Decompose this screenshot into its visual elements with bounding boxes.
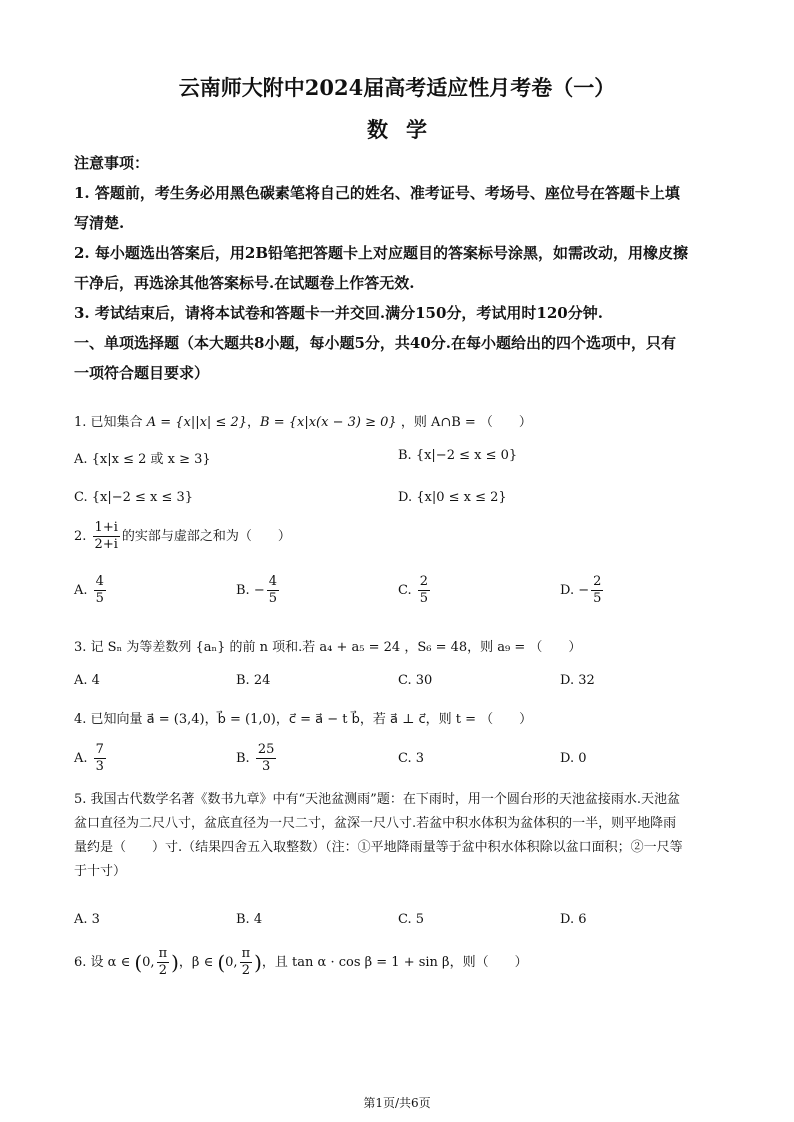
frac-num: 25 bbox=[257, 742, 275, 757]
q2-frac-den: 2+i bbox=[94, 537, 118, 552]
q3-option-c: C. 30 bbox=[398, 673, 433, 688]
question-2-stem bbox=[74, 520, 291, 553]
right-paren-icon: ) bbox=[254, 950, 262, 975]
left-paren-icon: ( bbox=[134, 950, 143, 975]
interval-start: 0, bbox=[225, 955, 238, 970]
q2-option-a bbox=[74, 574, 108, 607]
question-3-stem: 3. 记 Sₙ 为等差数列 {aₙ} 的前 n 项和.若 a₄ + a₅ = 24 ，S₆ = 48，则 a₉ = （ ） bbox=[74, 640, 582, 655]
option-label: A. bbox=[74, 751, 88, 766]
q1-option-d: D. {x|0 ≤ x ≤ 2} bbox=[398, 490, 507, 505]
q2-option-c bbox=[398, 574, 432, 607]
q5-option-d: D. 6 bbox=[560, 912, 587, 927]
option-label: C. bbox=[398, 583, 412, 598]
option-label: B. bbox=[236, 751, 250, 766]
q3-option-b: B. 24 bbox=[236, 673, 271, 688]
question-4-stem: 4. 已知向量 a⃗ = (3,4)，b⃗ = (1,0)，c⃗ = a⃗ − t b⃗，若 a⃗ ⊥ c⃗，则 t = （ ） bbox=[74, 712, 533, 727]
q3-option-d: D. 32 bbox=[560, 673, 595, 688]
frac-den: 5 bbox=[593, 591, 602, 606]
note-line: 2. 每小题选出答案后，用2B铅笔把答题卡上对应题目的答案标号涂黑，如需改动，用橡皮擦 bbox=[74, 244, 689, 262]
q4-option-c: C. 3 bbox=[398, 751, 425, 766]
q2-option-b bbox=[236, 574, 281, 607]
q5-option-c: C. 5 bbox=[398, 912, 425, 927]
frac-num: 2 bbox=[419, 574, 429, 589]
notes-heading: 注意事项： bbox=[74, 154, 150, 172]
q3-option-a: A. 4 bbox=[74, 673, 100, 688]
section-heading-line1: 一、单项选择题（本大题共8小题，每小题5分，共40分.在每小题给出的四个选项中，只有 bbox=[74, 334, 676, 352]
q6-mid: ，β ∈ bbox=[178, 955, 214, 970]
frac-num: π bbox=[158, 946, 168, 961]
frac-den: 2 bbox=[241, 963, 250, 978]
note-line: 写清楚. bbox=[74, 214, 125, 232]
q6-suffix: ，且 tan α · cos β = 1 + sin β，则（ ） bbox=[261, 955, 528, 970]
option-label: D. bbox=[560, 583, 575, 598]
option-label: B. bbox=[236, 583, 250, 598]
frac-den: 3 bbox=[95, 759, 104, 774]
note-line: 1. 答题前，考生务必用黑色碳素笔将自己的姓名、准考证号、考场号、座位号在答题卡上填 bbox=[74, 184, 680, 202]
q1-set-a: A = {x||x| ≤ 2} bbox=[146, 415, 248, 430]
q1-option-a: A. {x|x ≤ 2 或 x ≥ 3} bbox=[74, 452, 211, 467]
section-heading-line2: 一项符合题目要求） bbox=[74, 364, 210, 382]
question-6-stem bbox=[74, 946, 528, 979]
q5-line: 5. 我国古代数学名著《数书九章》中有“天池盆测雨”题：在下雨时，用一个圆台形的天池盆接雨水.天池盆 bbox=[74, 792, 680, 807]
note-line: 干净后，再选涂其他答案标号.在试题卷上作答无效. bbox=[74, 274, 415, 292]
question-1-stem bbox=[74, 411, 532, 430]
note-line: 3. 考试结束后，请将本试卷和答题卡一并交回.满分150分，考试用时120分钟. bbox=[74, 304, 603, 322]
q2-frac-num: 1+i bbox=[94, 520, 118, 535]
option-label: A. bbox=[74, 583, 88, 598]
q5-line: 盆口直径为二尺八寸，盆底直径为一尺二寸，盆深一尺八寸.若盆中积水体积为盆体积的一半，则平地降雨 bbox=[74, 816, 677, 831]
q2-number: 2. bbox=[74, 529, 87, 544]
subject-heading: 数学 bbox=[367, 117, 445, 142]
page-footer: 第1页/共6页 bbox=[363, 1096, 431, 1110]
q6-prefix: 6. 设 α ∈ bbox=[74, 955, 131, 970]
q4-option-a bbox=[74, 742, 108, 775]
interval-start: 0, bbox=[142, 955, 155, 970]
q4-option-d: D. 0 bbox=[560, 751, 587, 766]
q5-option-a: A. 3 bbox=[74, 912, 100, 927]
q4-option-b bbox=[236, 742, 278, 775]
frac-den: 5 bbox=[95, 591, 104, 606]
notes-block bbox=[74, 148, 688, 388]
q2-option-d bbox=[560, 574, 605, 607]
exam-title: 云南师大附中2024届高考适应性月考卷（一） bbox=[178, 75, 616, 100]
q1-suffix: ，则 A∩B = （ ） bbox=[400, 415, 532, 430]
frac-num: 7 bbox=[95, 742, 104, 757]
frac-num: 2 bbox=[593, 574, 602, 589]
option-sign: − bbox=[578, 583, 590, 598]
q5-line: 量约是（ ）寸.（结果四舍五入取整数）（注：①平地降雨量等于盆中积水体积除以盆口面积；②一尺等 bbox=[74, 840, 683, 855]
q5-line: 于十寸） bbox=[74, 864, 127, 879]
question-5-stem bbox=[74, 788, 683, 884]
q1-separator: ， bbox=[247, 415, 261, 430]
q2-suffix: 的实部与虚部之和为（ ） bbox=[121, 529, 291, 544]
frac-num: 4 bbox=[268, 574, 278, 589]
left-paren-icon: ( bbox=[217, 950, 226, 975]
q1-prefix: 1. 已知集合 bbox=[74, 415, 143, 430]
frac-num: 4 bbox=[95, 574, 104, 589]
option-sign: − bbox=[253, 583, 265, 598]
frac-den: 2 bbox=[158, 963, 167, 978]
q1-option-c: C. {x|−2 ≤ x ≤ 3} bbox=[74, 490, 194, 505]
q2-fraction bbox=[93, 520, 120, 553]
q5-option-b: B. 4 bbox=[236, 912, 263, 927]
right-paren-icon: ) bbox=[171, 950, 179, 975]
frac-den: 5 bbox=[268, 591, 278, 606]
q1-option-b: B. {x|−2 ≤ x ≤ 0} bbox=[398, 448, 518, 463]
frac-den: 5 bbox=[419, 591, 429, 606]
q1-set-b: B = {x|x(x − 3) ≥ 0} bbox=[260, 415, 397, 430]
frac-num: π bbox=[241, 946, 251, 961]
frac-den: 3 bbox=[261, 759, 271, 774]
